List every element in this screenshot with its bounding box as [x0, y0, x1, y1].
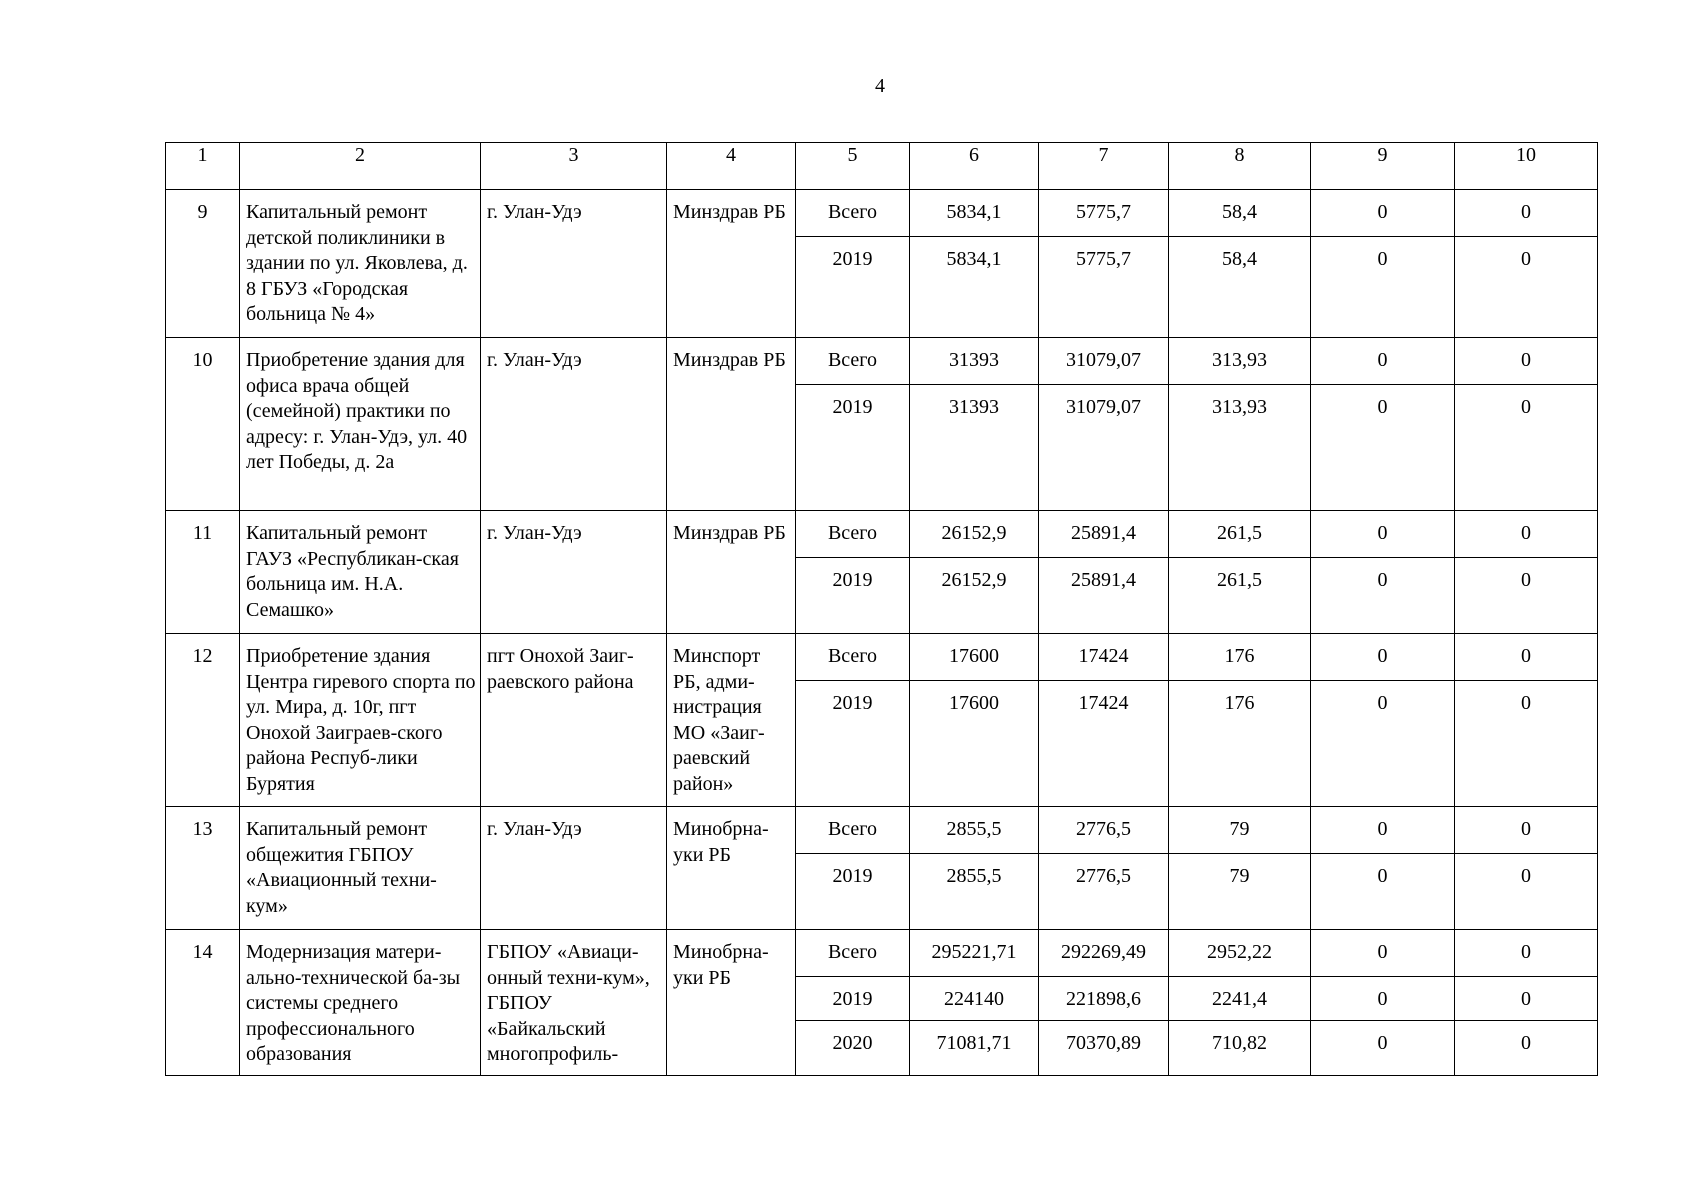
federal-amount-cell: 17424 [1039, 634, 1169, 681]
table-row [166, 634, 1598, 681]
total-amount-cell: 5834,1 [910, 190, 1039, 237]
local-amount-cell: 0 [1311, 338, 1455, 385]
table-row [166, 338, 1598, 385]
local-amount-cell: 0 [1311, 930, 1455, 977]
period-cell: 2019 [796, 385, 910, 511]
period-cell: Всего [796, 930, 910, 977]
local-amount-cell: 0 [1311, 681, 1455, 807]
local-amount-cell: 0 [1311, 634, 1455, 681]
period-cell: 2019 [796, 681, 910, 807]
object-location: г. Улан-Удэ [481, 807, 667, 930]
regional-amount-cell: 176 [1169, 634, 1311, 681]
other-amount-cell: 0 [1455, 558, 1598, 634]
other-amount-cell: 0 [1455, 1021, 1598, 1076]
period-cell: 2020 [796, 1021, 910, 1076]
local-amount-cell: 0 [1311, 385, 1455, 511]
object-name: Капитальный ремонт детской поликлиники в здании по ул. Яковлева, д. 8 ГБУЗ «Городская больница № 4» [240, 190, 481, 338]
object-name: Приобретение здания Центра гиревого спорта по ул. Мира, д. 10г, пгт Онохой Заиграев-ского района Респуб-лики Бурятия [240, 634, 481, 807]
other-amount-cell: 0 [1455, 190, 1598, 237]
total-amount-cell: 26152,9 [910, 511, 1039, 558]
header-cell: 7 [1039, 143, 1169, 190]
local-amount-cell: 0 [1311, 854, 1455, 930]
page-number: 4 [875, 75, 885, 97]
header-cell: 9 [1311, 143, 1455, 190]
header-cell: 2 [240, 143, 481, 190]
responsible-executor: Минздрав РБ [667, 511, 796, 634]
header-cell: 8 [1169, 143, 1311, 190]
regional-amount-cell: 2241,4 [1169, 977, 1311, 1021]
regional-amount-cell: 79 [1169, 854, 1311, 930]
period-cell: 2019 [796, 977, 910, 1021]
other-amount-cell: 0 [1455, 237, 1598, 338]
regional-amount-cell: 58,4 [1169, 237, 1311, 338]
period-cell: Всего [796, 807, 910, 854]
regional-amount-cell: 261,5 [1169, 511, 1311, 558]
regional-amount-cell: 176 [1169, 681, 1311, 807]
local-amount-cell: 0 [1311, 807, 1455, 854]
program-table [165, 142, 1598, 1076]
total-amount-cell: 2855,5 [910, 807, 1039, 854]
header-cell: 3 [481, 143, 667, 190]
responsible-executor: Минздрав РБ [667, 190, 796, 338]
object-name: Капитальный ремонт ГАУЗ «Республикан-ская больница им. Н.А. Семашко» [240, 511, 481, 634]
federal-amount-cell: 5775,7 [1039, 190, 1169, 237]
regional-amount-cell: 58,4 [1169, 190, 1311, 237]
row-number: 11 [166, 511, 240, 634]
total-amount-cell: 31393 [910, 385, 1039, 511]
responsible-executor: Минспорт РБ, адми-нистрация МО «Заиг-раевский район» [667, 634, 796, 807]
other-amount-cell: 0 [1455, 977, 1598, 1021]
other-amount-cell: 0 [1455, 338, 1598, 385]
local-amount-cell: 0 [1311, 511, 1455, 558]
object-name: Капитальный ремонт общежития ГБПОУ «Авиационный техни-кум» [240, 807, 481, 930]
period-cell: Всего [796, 511, 910, 558]
total-amount-cell: 5834,1 [910, 237, 1039, 338]
responsible-executor: Минобрна-уки РБ [667, 930, 796, 1076]
period-cell: 2019 [796, 854, 910, 930]
regional-amount-cell: 2952,22 [1169, 930, 1311, 977]
regional-amount-cell: 261,5 [1169, 558, 1311, 634]
federal-amount-cell: 2776,5 [1039, 807, 1169, 854]
period-cell: 2019 [796, 558, 910, 634]
header-cell: 10 [1455, 143, 1598, 190]
other-amount-cell: 0 [1455, 854, 1598, 930]
federal-amount-cell: 292269,49 [1039, 930, 1169, 977]
total-amount-cell: 224140 [910, 977, 1039, 1021]
local-amount-cell: 0 [1311, 558, 1455, 634]
local-amount-cell: 0 [1311, 1021, 1455, 1076]
total-amount-cell: 26152,9 [910, 558, 1039, 634]
federal-amount-cell: 31079,07 [1039, 385, 1169, 511]
period-cell: Всего [796, 190, 910, 237]
row-number: 10 [166, 338, 240, 511]
table-row [166, 511, 1598, 558]
federal-amount-cell: 25891,4 [1039, 558, 1169, 634]
period-cell: 2019 [796, 237, 910, 338]
other-amount-cell: 0 [1455, 511, 1598, 558]
federal-amount-cell: 17424 [1039, 681, 1169, 807]
total-amount-cell: 295221,71 [910, 930, 1039, 977]
row-number: 9 [166, 190, 240, 338]
object-name: Модернизация матери-ально-технической ба-зы системы среднего профессионального образования [240, 930, 481, 1076]
local-amount-cell: 0 [1311, 237, 1455, 338]
local-amount-cell: 0 [1311, 190, 1455, 237]
regional-amount-cell: 79 [1169, 807, 1311, 854]
object-name: Приобретение здания для офиса врача общей (семейной) практики по адресу: г. Улан-Удэ, ул. 40 лет Победы, д. 2а [240, 338, 481, 511]
table-row [166, 190, 1598, 237]
total-amount-cell: 2855,5 [910, 854, 1039, 930]
responsible-executor: Минздрав РБ [667, 338, 796, 511]
table-row [166, 930, 1598, 977]
federal-amount-cell: 221898,6 [1039, 977, 1169, 1021]
federal-amount-cell: 5775,7 [1039, 237, 1169, 338]
federal-amount-cell: 70370,89 [1039, 1021, 1169, 1076]
object-location: г. Улан-Удэ [481, 511, 667, 634]
federal-amount-cell: 2776,5 [1039, 854, 1169, 930]
regional-amount-cell: 710,82 [1169, 1021, 1311, 1076]
row-number: 14 [166, 930, 240, 1076]
object-location: ГБПОУ «Авиаци-онный техни-кум», ГБПОУ «Байкальский многопрофиль- [481, 930, 667, 1076]
responsible-executor: Минобрна-уки РБ [667, 807, 796, 930]
other-amount-cell: 0 [1455, 634, 1598, 681]
regional-amount-cell: 313,93 [1169, 338, 1311, 385]
header-cell: 4 [667, 143, 796, 190]
local-amount-cell: 0 [1311, 977, 1455, 1021]
total-amount-cell: 71081,71 [910, 1021, 1039, 1076]
federal-amount-cell: 31079,07 [1039, 338, 1169, 385]
total-amount-cell: 31393 [910, 338, 1039, 385]
period-cell: Всего [796, 634, 910, 681]
regional-amount-cell: 313,93 [1169, 385, 1311, 511]
header-cell: 1 [166, 143, 240, 190]
row-number: 12 [166, 634, 240, 807]
other-amount-cell: 0 [1455, 807, 1598, 854]
table-row [166, 807, 1598, 854]
other-amount-cell: 0 [1455, 681, 1598, 807]
total-amount-cell: 17600 [910, 681, 1039, 807]
row-number: 13 [166, 807, 240, 930]
object-location: г. Улан-Удэ [481, 190, 667, 338]
header-row [166, 143, 1598, 190]
federal-amount-cell: 25891,4 [1039, 511, 1169, 558]
total-amount-cell: 17600 [910, 634, 1039, 681]
object-location: пгт Онохой Заиг-раевского района [481, 634, 667, 807]
object-location: г. Улан-Удэ [481, 338, 667, 511]
period-cell: Всего [796, 338, 910, 385]
header-cell: 5 [796, 143, 910, 190]
other-amount-cell: 0 [1455, 385, 1598, 511]
header-cell: 6 [910, 143, 1039, 190]
other-amount-cell: 0 [1455, 930, 1598, 977]
